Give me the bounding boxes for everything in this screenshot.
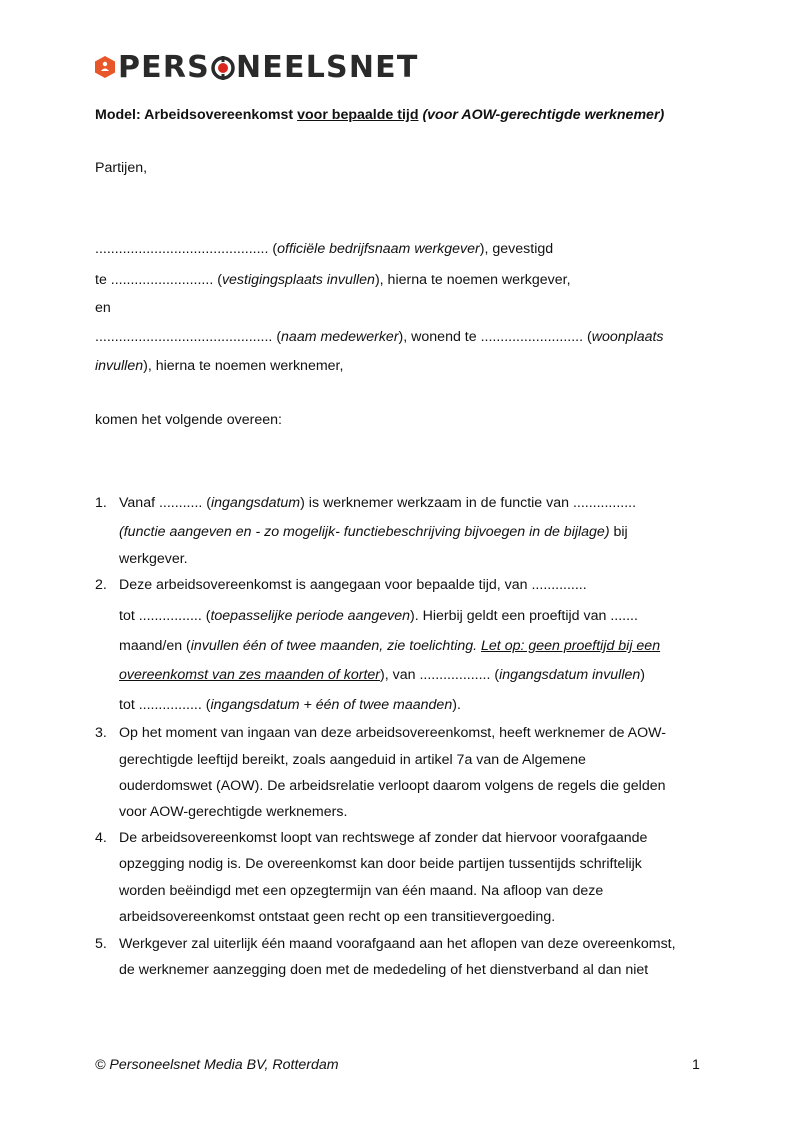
article-3-number: 3. (95, 725, 107, 741)
party1-after: ), gevestigd (479, 241, 554, 257)
party1-line2 (95, 272, 571, 288)
party2-line2 (95, 358, 343, 374)
party2-hint: naam medewerker (281, 329, 399, 345)
article-5-number: 5. (95, 936, 107, 952)
party1-dots: ............................................ ( (95, 241, 278, 257)
logo-text-first: PERS (118, 49, 210, 85)
title-part-2: voor bepaalde tijd (297, 107, 419, 123)
logo-target-icon (211, 56, 235, 80)
party2-after: ), wonend te .......................... ( (398, 329, 592, 345)
footer-copyright: © Personeelsnet Media BV, Rotterdam (95, 1057, 339, 1073)
a2-l3-underlined: Let op: geen proeftijd bij een (481, 638, 661, 654)
article-2-line2 (119, 608, 638, 624)
article-5-line1: Werkgever zal uiterlijk één maand voorafgaand aan het aflopen van deze overeenkomst, (119, 936, 676, 952)
article-5-line2: de werknemer aanzegging doen met de mededeling of het dienstverband al dan niet (119, 962, 649, 978)
article-4-line1: De arbeidsovereenkomst loopt van rechtswege af zonder dat hiervoor voorafgaande (119, 830, 648, 846)
party2-line1 (95, 329, 664, 345)
title-part-1: Model: Arbeidsovereenkomst (95, 107, 298, 123)
article-2-number: 2. (95, 577, 107, 593)
article-3-line2: gerechtigde leeftijd bereikt, zoals aangeduid in artikel 7a van de Algemene (119, 752, 586, 768)
article-1-line1 (119, 495, 636, 511)
a2-l2-hint: toepasselijke periode aangeven (210, 608, 411, 624)
a1-l1-pre: Vanaf ........... ( (119, 495, 211, 511)
party2-hint2: woonplaats (591, 329, 664, 345)
logo-hexagon-icon (95, 56, 115, 78)
a2-l3-pre: maand/en ( (119, 638, 191, 654)
party1-line1 (95, 241, 553, 257)
article-3-line1: Op het moment van ingaan van deze arbeidsovereenkomst, heeft werknemer de AOW- (119, 725, 667, 741)
party1-line2-hint: vestigingsplaats invullen (221, 272, 375, 288)
a2-l3-hint: invullen één of twee maanden, zie toelichting. (190, 638, 482, 654)
party1-line2-after: ), hierna te noemen werkgever, (374, 272, 571, 288)
title-part-3: (voor AOW-gerechtigde werknemer) (418, 107, 665, 123)
a2-l5-hint: ingangsdatum + één of twee maanden (210, 697, 453, 713)
a2-l4-underlined: overeenkomst van zes maanden of korter (119, 667, 381, 683)
article-2-line3 (119, 638, 660, 654)
a1-l2-hint: functie aangeven en - zo mogelijk- functiebeschrijving bijvoegen in de bijlage) (123, 524, 610, 540)
en-text: en (95, 300, 111, 316)
a2-l4-hint: ingangsdatum invullen (499, 667, 641, 683)
page-number: 1 (692, 1057, 700, 1073)
article-1-line3: werkgever. (119, 551, 188, 567)
logo-wordmark (118, 50, 418, 85)
agree-text: komen het volgende overeen: (95, 412, 282, 428)
article-1-number: 1. (95, 495, 107, 511)
article-4-line4: arbeidsovereenkomst ontstaat geen recht op een transitievergoeding. (119, 909, 556, 925)
logo-text-second: NEELSNET (236, 49, 419, 85)
personeelsnet-logo (95, 50, 418, 84)
party2-line2-hint: invullen (95, 358, 144, 374)
a1-l1-after: ) is werknemer werkzaam in de functie van ................ (300, 495, 637, 511)
intro-text: Partijen, (95, 160, 148, 176)
article-4-line2: opzegging nodig is. De overeenkomst kan door beide partijen tussentijds schriftelijk (119, 856, 642, 872)
article-1-line2 (119, 524, 628, 540)
a2-l2-after: ). Hierbij geldt een proeftijd van ....... (410, 608, 638, 624)
document-title (95, 107, 664, 123)
article-4-line3: worden beëindigd met een opzegtermijn van één maand. Na afloop van deze (119, 883, 604, 899)
party2-dots: ............................................. ( (95, 329, 282, 345)
a2-l2-pre: tot ................ ( (119, 608, 211, 624)
party1-hint: officiële bedrijfsnaam werkgever (277, 241, 480, 257)
party1-line2-pre: te .......................... ( (95, 272, 222, 288)
a2-l4-end: ) (640, 667, 645, 683)
a2-l5-after: ). (452, 697, 461, 713)
article-4-number: 4. (95, 830, 107, 846)
party2-line2-after: ), hierna te noemen werknemer, (143, 358, 344, 374)
article-2-line5 (119, 697, 461, 713)
article-2-line4 (119, 667, 645, 683)
article-3-line3: ouderdomswet (AOW). De arbeidsrelatie verloopt daarom volgens de regels die gelden (119, 778, 666, 794)
a2-l5-pre: tot ................ ( (119, 697, 211, 713)
a1-l2-pre: ( (119, 524, 124, 540)
article-2-line1: Deze arbeidsovereenkomst is aangegaan voor bepaalde tijd, van .............. (119, 577, 587, 593)
a1-l1-hint: ingangsdatum (211, 495, 301, 511)
article-3-line4: voor AOW-gerechtigde werknemers. (119, 804, 348, 820)
a1-l2-after: bij (609, 524, 628, 540)
a2-l4-after: ), van .................. ( (380, 667, 500, 683)
